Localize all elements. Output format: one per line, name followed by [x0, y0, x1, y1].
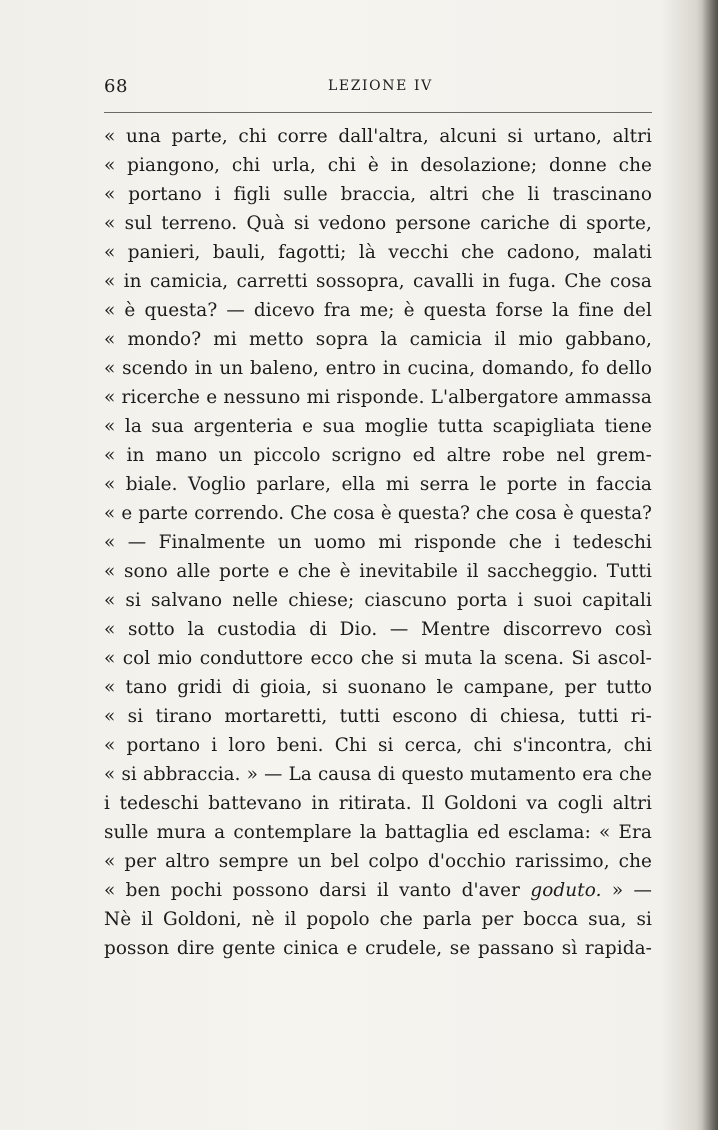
text-line: « e parte correndo. Che cosa è questa? che cosa è questa? [104, 503, 652, 524]
text-line: « ricerche e nessuno mi risponde. L'albergatore ammassa [104, 387, 652, 408]
text-segment: « ben pochi possono darsi il vanto d'aver [104, 880, 531, 901]
text-line-with-italic [104, 876, 652, 905]
text-line: « si salvano nelle chiese; ciascuno porta i suoi capitali [104, 590, 652, 611]
text-line: « piangono, chi urla, chi è in desolazione; donne che [104, 155, 652, 176]
text-line: « si abbraccia. » — La causa di questo mutamento era che [104, 764, 652, 785]
text-line: « panieri, bauli, fagotti; là vecchi che cadono, malati [104, 242, 652, 263]
text-line: « sul terreno. Quà si vedono persone cariche di sporte, [104, 213, 652, 234]
text-line: « è questa? — dicevo fra me; è questa forse la fine del [104, 300, 652, 321]
text-line: Nè il Goldoni, nè il popolo che parla per bocca sua, si [104, 909, 652, 930]
text-line: « portano i figli sulle braccia, altri che li trascinano [104, 184, 652, 205]
text-line: i tedeschi battevano in ritirata. Il Goldoni va cogli altri [104, 793, 652, 814]
page-header [104, 76, 652, 102]
text-line: « portano i loro beni. Chi si cerca, chi s'incontra, chi [104, 735, 652, 756]
text-line: « in mano un piccolo scrigno ed altre robe nel grem- [104, 445, 652, 466]
body-text [104, 122, 652, 963]
text-line: sulle mura a contemplare la battaglia ed esclama: « Era [104, 822, 652, 843]
text-line: posson dire gente cinica e crudele, se passano sì rapida- [104, 938, 652, 959]
text-line: « si tirano mortaretti, tutti escono di chiesa, tutti ri- [104, 706, 652, 727]
text-line: « col mio conduttore ecco che si muta la scena. Si ascol- [104, 648, 652, 669]
text-line: « sotto la custodia di Dio. — Mentre discorrevo così [104, 619, 652, 640]
text-line: « tano gridi di gioia, si suonano le campane, per tutto [104, 677, 652, 698]
header-rule [104, 112, 652, 113]
text-line: « in camicia, carretti sossopra, cavalli in fuga. Che cosa [104, 271, 652, 292]
text-line: « — Finalmente un uomo mi risponde che i tedeschi [104, 532, 652, 553]
text-line: « sono alle porte e che è inevitabile il saccheggio. Tutti [104, 561, 652, 582]
text-segment: » — [601, 880, 652, 901]
text-line: « per altro sempre un bel colpo d'occhio rarissimo, che [104, 851, 652, 872]
running-title: LEZIONE IV [328, 78, 433, 94]
text-line: « scendo in un baleno, entro in cucina, domando, fo dello [104, 358, 652, 379]
italic-word: goduto. [530, 880, 602, 901]
page-number: 68 [104, 76, 128, 97]
text-line: « la sua argenteria e sua moglie tutta scapigliata tiene [104, 416, 652, 437]
text-line: « biale. Voglio parlare, ella mi serra le porte in faccia [104, 474, 652, 495]
text-line: « mondo? mi metto sopra la camicia il mio gabbano, [104, 329, 652, 350]
text-line: « una parte, chi corre dall'altra, alcuni si urtano, altri [104, 126, 652, 147]
page-edge-shadow [702, 0, 718, 1130]
